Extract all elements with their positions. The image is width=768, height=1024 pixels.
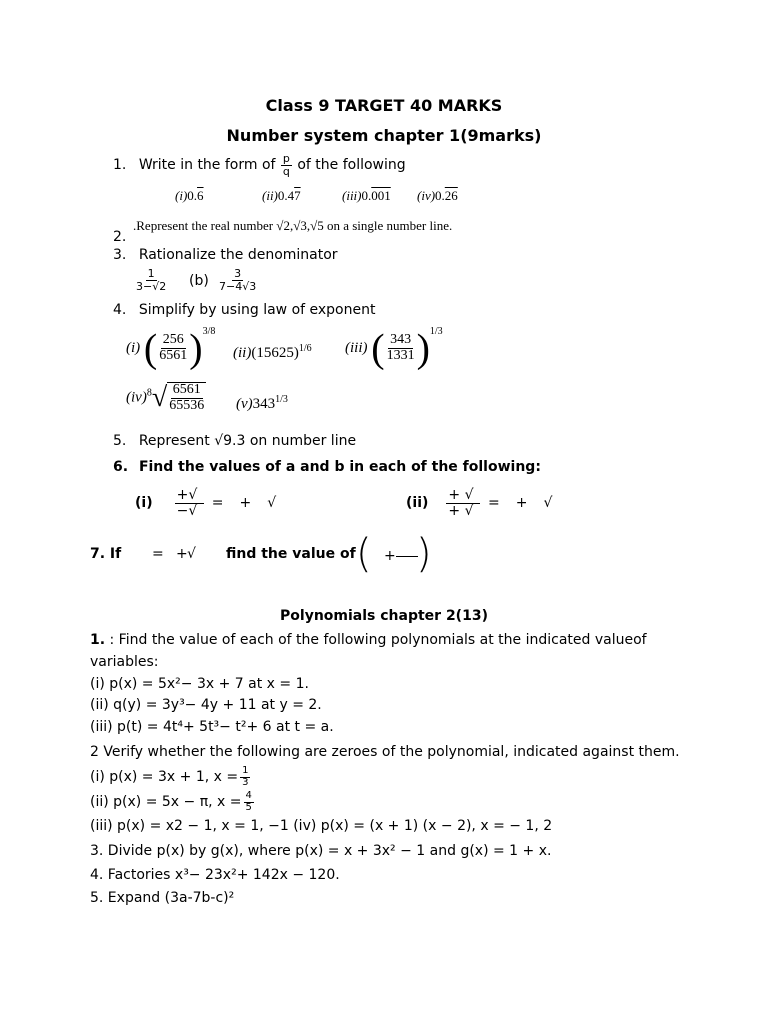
equals-sign: = bbox=[211, 495, 224, 512]
radical-sign: √ bbox=[151, 382, 168, 413]
q1-item-i: (i)0.6 bbox=[175, 188, 204, 203]
question-7-text: find the value of bbox=[226, 546, 356, 562]
radical-sign: √ bbox=[188, 502, 198, 519]
base: 343 bbox=[252, 396, 276, 412]
q4-item-ii bbox=[233, 343, 312, 362]
fraction-numerator: 3 bbox=[234, 267, 242, 280]
poly-q2-ii bbox=[90, 791, 254, 813]
fraction-denominator: 3 bbox=[242, 776, 249, 788]
exponent: 1/3 bbox=[429, 326, 443, 337]
equals-sign: = bbox=[487, 495, 500, 512]
plus-sign: + bbox=[515, 495, 528, 512]
plus-sign: + bbox=[176, 487, 189, 503]
q4-item-iv bbox=[126, 382, 206, 414]
radical-sign: √ bbox=[267, 495, 277, 512]
q1-item-ii: (ii)0.47 bbox=[262, 188, 301, 203]
q4-item-i: (i) ( $\frac{256}{6561}$ )$^{3/8}$ bbox=[126, 325, 216, 371]
root-index: 8 bbox=[146, 387, 152, 399]
section-title-number-system: Number system chapter 1(9marks) bbox=[226, 126, 542, 145]
item-label: (i) bbox=[126, 340, 141, 356]
q3-fraction-a bbox=[134, 268, 168, 292]
fraction-denominator: q bbox=[282, 164, 290, 178]
fraction-bar bbox=[396, 556, 418, 557]
poly-q2-iii-iv: (iii) p(x) = x2 − 1, x = 1, −1 (iv) p(x) = (x + 1) (x − 2), x = − 1, 2 bbox=[90, 818, 553, 834]
fraction-denominator: 6561 bbox=[159, 348, 188, 364]
question-number: 3. bbox=[113, 247, 127, 263]
q6-item-ii bbox=[406, 488, 552, 518]
exponent: 1/6 bbox=[298, 343, 312, 354]
question-5 bbox=[113, 433, 356, 449]
page-title: Class 9 TARGET 40 MARKS bbox=[265, 96, 503, 115]
fraction-numerator: 343 bbox=[390, 332, 412, 348]
item-label: (i) bbox=[135, 495, 153, 512]
section-title-polynomials: Polynomials chapter 2(13) bbox=[280, 608, 488, 624]
question-2-number: 2. bbox=[113, 229, 127, 245]
minus-sign: − bbox=[176, 502, 189, 519]
question-3 bbox=[113, 247, 338, 263]
poly-q2-i bbox=[90, 766, 250, 788]
fraction-numerator: p bbox=[282, 152, 290, 165]
q3-fraction-b bbox=[217, 268, 258, 292]
p-over-q-fraction bbox=[281, 153, 292, 177]
item-label: (iii) bbox=[345, 340, 368, 356]
poly-q1-iii: (iii) p(t) = 4t⁴+ 5t³− t²+ 6 at t = a. bbox=[90, 719, 334, 735]
question-6 bbox=[113, 459, 541, 475]
fraction-denominator: 7−4√3 bbox=[219, 279, 257, 293]
q4-item-iii: (iii) ( $\frac{343}{1331}$ )$^{1/3}$ bbox=[345, 325, 443, 371]
question-4 bbox=[113, 302, 375, 318]
radical-sign: √ bbox=[464, 487, 474, 503]
question-7-lead: 7. If bbox=[90, 546, 122, 562]
item-label: (iv) bbox=[126, 389, 147, 406]
question-2-text: .Represent the real number √2,√3,√5 on a single number line. bbox=[133, 218, 453, 233]
equals-sign: = bbox=[152, 546, 164, 562]
q4-item-v bbox=[236, 394, 288, 413]
fraction-denominator: 1331 bbox=[386, 348, 415, 364]
item-label: (ii) bbox=[406, 495, 429, 512]
q1-item-iii: (iii)0.001 bbox=[342, 188, 391, 203]
question-text: Find the values of a and b in each of the following: bbox=[138, 459, 541, 475]
base: (15625) bbox=[251, 345, 299, 361]
exponent: 1/3 bbox=[275, 394, 288, 405]
question-text: whether the following are zeroes of the polynomial, indicated against them. bbox=[143, 744, 680, 760]
question-text: Write in the form of bbox=[138, 157, 276, 174]
poly-q1-line2: variables: bbox=[90, 654, 159, 670]
open-paren: ( bbox=[356, 531, 372, 577]
q6-item-i bbox=[135, 488, 276, 518]
question-number: 5. bbox=[113, 433, 127, 449]
plus-sign: + bbox=[239, 495, 252, 512]
fraction-numerator: 256 bbox=[162, 332, 184, 348]
exponent: 3/8 bbox=[202, 326, 216, 337]
question-1 bbox=[113, 153, 406, 177]
radical-sign: √ bbox=[543, 495, 553, 512]
poly-q3: 3. Divide p(x) by g(x), where p(x) = x + 3x² − 1 and g(x) = 1 + x. bbox=[90, 843, 552, 859]
item-label: (v) bbox=[236, 396, 253, 412]
question-number: 1. bbox=[90, 632, 106, 648]
fraction-denominator: 5 bbox=[245, 801, 252, 813]
radical-sign: √ bbox=[188, 487, 198, 503]
question-text: Represent √9.3 on number line bbox=[138, 433, 357, 449]
item-text: (ii) p(x) = 5x − π, x = bbox=[90, 794, 242, 810]
question-text: Simplify by using law of exponent bbox=[138, 302, 376, 318]
item-text: (i) p(x) = 3x + 1, x = bbox=[90, 769, 239, 785]
fraction-numerator: 4 bbox=[245, 790, 252, 801]
fraction-numerator: 1 bbox=[147, 267, 155, 280]
fraction-numerator: 6561 bbox=[172, 382, 201, 398]
fraction-numerator: 1 bbox=[242, 765, 249, 776]
poly-q1-i: (i) p(x) = 5x²− 3x + 7 at x = 1. bbox=[90, 676, 309, 692]
poly-q2 bbox=[90, 744, 680, 760]
q3-b-label: (b) bbox=[189, 273, 209, 289]
question-text: of the following bbox=[297, 157, 406, 174]
close-paren: ) bbox=[416, 531, 432, 577]
q1-item-iv: (iv)0.26 bbox=[417, 188, 458, 203]
plus-sign: + bbox=[176, 546, 188, 562]
question-text: : Find the value of each of the following polynomials at the indicated valueof bbox=[109, 632, 647, 648]
poly-q4: 4. Factories x³− 23x²+ 142x − 120. bbox=[90, 867, 340, 883]
plus-sign: + bbox=[448, 487, 461, 503]
fraction-denominator: 3−√2 bbox=[136, 279, 167, 293]
question-number: 6. bbox=[113, 459, 129, 475]
item-label: (ii) bbox=[233, 345, 252, 361]
plus-sign: + bbox=[448, 502, 461, 519]
poly-q1 bbox=[90, 632, 647, 648]
question-number: 4. bbox=[113, 302, 127, 318]
question-number: 1. bbox=[113, 157, 127, 174]
fraction-denominator: 65536 bbox=[169, 398, 205, 413]
radical-sign: √ bbox=[187, 546, 196, 562]
plus-sign: + bbox=[384, 548, 396, 564]
radical-sign: √ bbox=[464, 502, 474, 519]
question-lead: 2 Verify bbox=[90, 744, 144, 760]
poly-q1-ii: (ii) q(y) = 3y³− 4y + 11 at y = 2. bbox=[90, 697, 322, 713]
question-text: Rationalize the denominator bbox=[138, 247, 338, 263]
poly-q5: 5. Expand (3a-7b-c)² bbox=[90, 890, 235, 906]
